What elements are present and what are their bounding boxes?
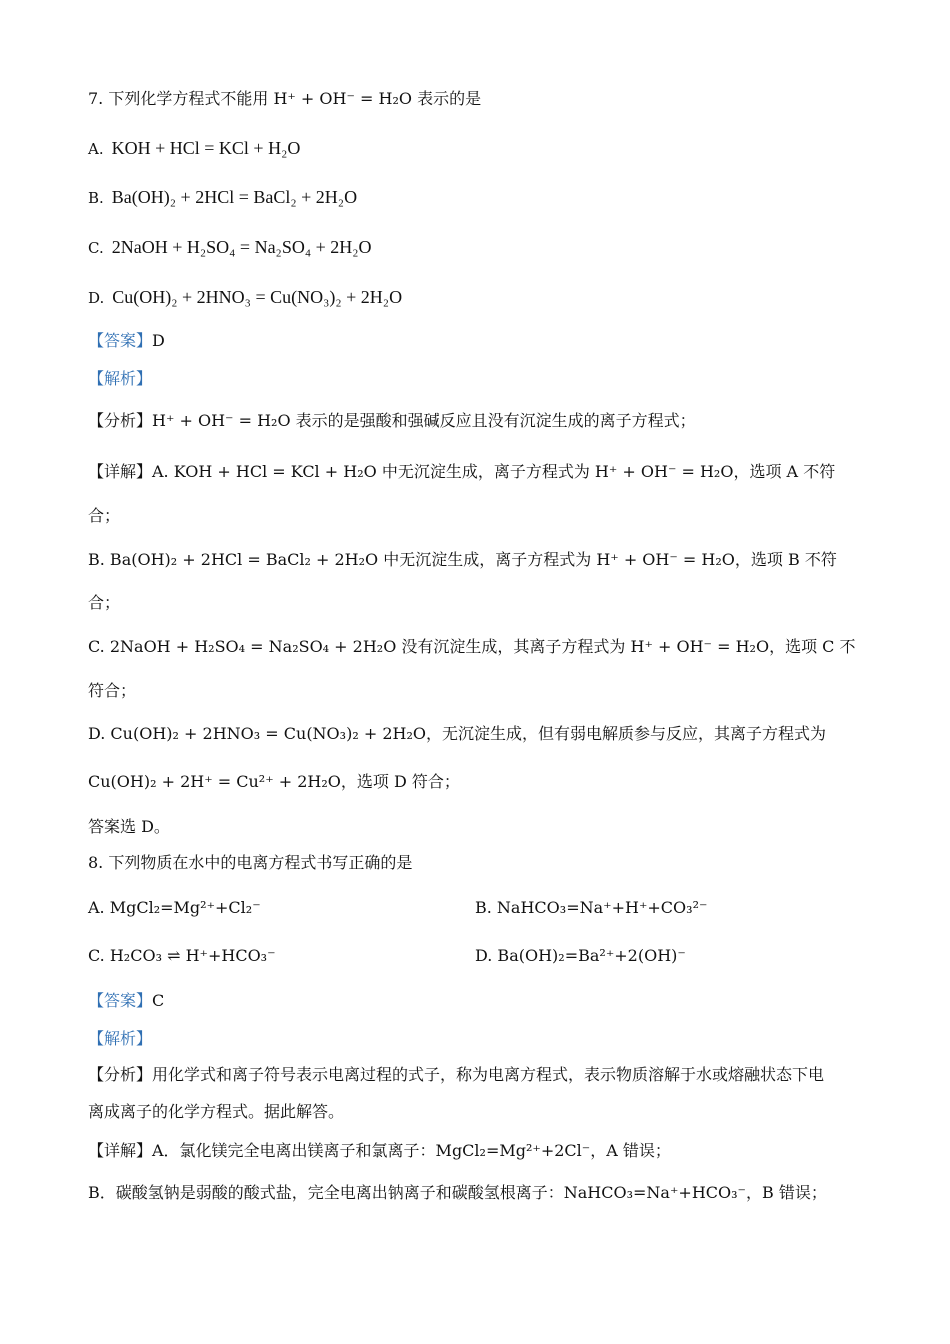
option-equation: Ba(OH)₂ + 2HCl = BaCl₂ + 2H₂O [111,187,358,207]
q8-fenxi-line: 离成离子的化学方程式。据此解答。 [88,1102,345,1121]
q8-detail-line: 【详解】A．氯化镁完全电离出镁离子和氯离子：MgCl₂=Mg²⁺+2Cl⁻，A 错误； [88,1141,671,1160]
q7-option-d [88,286,910,309]
q7-analysis-tag: 【解析】 [88,369,153,388]
q7-option-a [88,137,910,160]
q7-detail-line: 答案选 D。 [88,817,170,836]
q8-option-b: B. NaHCO₃=Na⁺+H⁺+CO₃²⁻ [475,898,708,917]
option-label: A. [88,140,104,158]
q7-detail-line: 【详解】A. KOH + HCl = KCl + H₂O 中无沉淀生成，离子方程式为 H⁺ + OH⁻ = H₂O，选项 A 不符 [88,462,836,481]
q7-detail-line: Cu(OH)₂ + 2H⁺ = Cu²⁺ + 2H₂O，选项 D 符合； [88,772,460,791]
answer-tag: 【答案】 [88,991,153,1010]
q7-answer [88,330,910,352]
answer-value: D [152,331,165,350]
q7-option-c [88,236,910,259]
q7-detail-line: D. Cu(OH)₂ + 2HNO₃ = Cu(NO₃)₂ + 2H₂O，无沉淀生成，但有弱电解质参与反应，其离子方程式为 [88,724,826,743]
q7-detail-line: 合； [88,506,121,525]
option-equation: KOH + HCl = KCl + H₂O [111,138,301,158]
q8-fenxi-line: 【分析】用化学式和离子符号表示电离过程的式子，称为电离方程式，表示物质溶解于水或熔融状态下电 [88,1065,825,1084]
q8-analysis-tag: 【解析】 [88,1029,153,1048]
option-label: C. [88,239,104,257]
q7-detail-line: B. Ba(OH)₂ + 2HCl = BaCl₂ + 2H₂O 中无沉淀生成，离子方程式为 H⁺ + OH⁻ = H₂O，选项 B 不符 [88,550,837,569]
q7-stem: 7. 下列化学方程式不能用 H⁺ + OH⁻ = H₂O 表示的是 [88,89,482,108]
q7-fenxi: 【分析】H⁺ + OH⁻ = H₂O 表示的是强酸和强碱反应且没有沉淀生成的离子方程式； [88,411,696,430]
q7-option-b [88,186,910,209]
q8-stem: 8. 下列物质在水中的电离方程式书写正确的是 [88,853,413,872]
q8-option-a: A. MgCl₂=Mg²⁺+Cl₂⁻ [88,898,261,917]
answer-tag: 【答案】 [88,331,153,350]
option-equation: Cu(OH)₂ + 2HNO₃ = Cu(NO₃)₂ + 2H₂O [112,287,403,307]
option-label: B. [88,189,104,207]
q8-detail-line: B．碳酸氢钠是弱酸的酸式盐，完全电离出钠离子和碳酸氢根离子：NaHCO₃=Na⁺+HCO₃⁻，B 错误； [88,1183,827,1202]
q8-answer [88,990,910,1012]
q8-option-c: C. H₂CO₃ ⇌ H⁺+HCO₃⁻ [88,946,276,965]
q7-detail-line: C. 2NaOH + H₂SO₄ = Na₂SO₄ + 2H₂O 没有沉淀生成，其离子方程式为 H⁺ + OH⁻ = H₂O，选项 C 不 [88,637,856,656]
answer-value: C [152,991,165,1010]
q8-option-d: D. Ba(OH)₂=Ba²⁺+2(OH)⁻ [475,946,686,965]
option-equation: 2NaOH + H₂SO₄ = Na₂SO₄ + 2H₂O [111,237,372,257]
q7-detail-line: 符合； [88,681,137,700]
q7-detail-line: 合； [88,593,121,612]
option-label: D. [88,289,105,307]
